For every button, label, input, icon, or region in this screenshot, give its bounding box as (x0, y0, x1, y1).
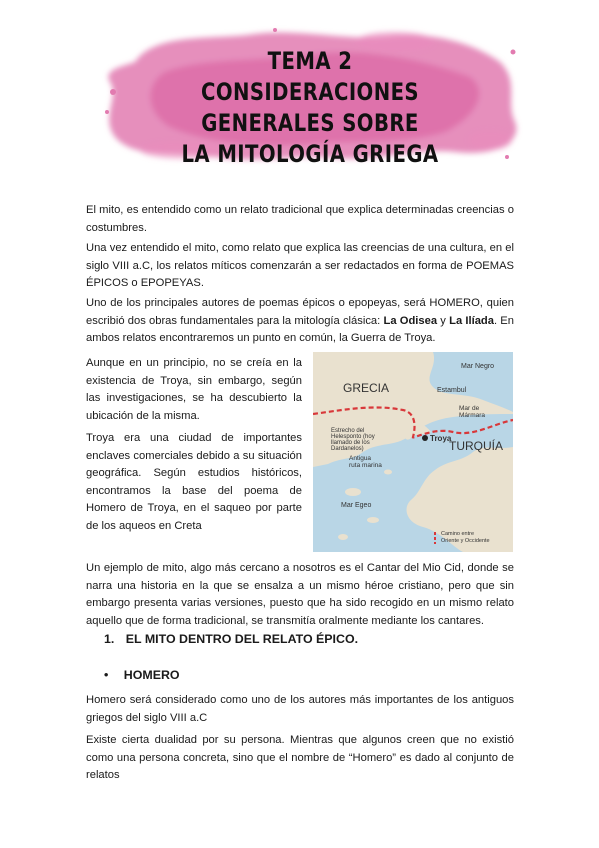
intro-paragraph-2: Una vez entendido el mito, como relato que explica las creencias de una cultura, en el siglo VIII a.C, los relatos míticos comenzarán a ser redactados en forma de POEMAS ÉPICOS o EPOPEYAS. (86, 242, 514, 290)
title-line-2: CONSIDERACIONES GENERALES SOBRE (200, 78, 420, 137)
troy-map (313, 352, 513, 552)
title-line-3: LA MITOLOGÍA GRIEGA (181, 140, 439, 168)
homero-title: HOMERO (123, 668, 180, 682)
map-label-mar-negro: Mar Negro (461, 363, 495, 370)
map-label-estrecho-3: llamado de los (331, 440, 370, 446)
map-label-troya: Troya (430, 434, 452, 443)
map-label-marmara-1: Mar de (459, 405, 480, 412)
intro-paragraph-3 (86, 295, 514, 348)
map-label-mar-egeo: Mar Egeo (341, 502, 372, 509)
bullet-icon: • (104, 668, 109, 682)
title-banner (95, 22, 525, 172)
intro-paragraph-3-end: . En ambos relatos encontraremos un punto en común, la Guerra de Troya. (86, 314, 514, 345)
map-label-turquia: TURQUÍA (449, 439, 503, 453)
cid-paragraph: Un ejemplo de mito, algo más cercano a nosotros es el Cantar del Mio Cid, donde se narra una historia en la que se ensalza a un mismo héroe cristiano, pero que sin embargo presenta varias versiones, puesto que ha sido recogido en un mismo relato aquello que de forma tradicional, se transmitía oralmente mediante los cantares. (86, 562, 514, 627)
map-label-marmara-2: Mármara (459, 412, 486, 419)
section-heading-1 (104, 632, 358, 646)
troy-map-image (313, 352, 513, 552)
map-label-estrecho-1: Estrecho del (331, 428, 365, 434)
odisea-title: La Odisea (383, 314, 438, 327)
iliada-title: La Ilíada (449, 314, 494, 327)
title-line-1: TEMA 2 (267, 47, 353, 75)
map-label-camino-1: Camino entre (441, 531, 475, 537)
map-label-estrecho-4: Dardanelos) (331, 446, 364, 452)
map-label-antigua-2: ruta marina (349, 462, 382, 469)
homero-heading (104, 668, 180, 682)
map-label-grecia: GRECIA (343, 381, 390, 395)
intro-paragraph-3-text: Uno de los principales autores de poemas épicos o epopeyas, será HOMERO, quien escribió dos obras fundamentales para la mitología clásica: (86, 297, 514, 327)
map-label-estrecho-2: Helesponto (hoy (331, 434, 375, 440)
intro-paragraph-3-and: y (437, 314, 450, 327)
map-label-camino-2: Oriente y Occidente (441, 538, 490, 544)
section-number: 1. (104, 632, 115, 646)
homero-paragraph-1: Homero será considerado como uno de los autores más importantes de los antiguos griegos del siglo VIII a.C (86, 694, 514, 724)
map-label-antigua-1: Antigua (349, 455, 372, 462)
map-label-estambul: Estambul (437, 387, 467, 394)
section-title: EL MITO DENTRO DEL RELATO ÉPICO. (125, 632, 359, 646)
intro-paragraph-1: El mito, es entendido como un relato tradicional que explica determinadas creencias o costumbres. (86, 204, 514, 234)
troya-paragraph-2: Troya era una ciudad de importantes enclaves comerciales debido a su situación geográfica. Según estudios históricos, encontramos la base del poema de Homero de Troya, en el saqueo por parte de los aqueos en Creta (86, 432, 302, 532)
troya-paragraph-1: Aunque en un principio, no se creía en la existencia de Troya, sin embargo, según las investigaciones, se ha descubierto la ubicación de la misma. (86, 357, 302, 422)
homero-paragraph-2: Existe cierta dualidad por su persona. Mientras que algunos creen que no existió como una persona concreta, sino que el nombre de “Homero” es dado al conjunto de relatos (86, 734, 514, 782)
